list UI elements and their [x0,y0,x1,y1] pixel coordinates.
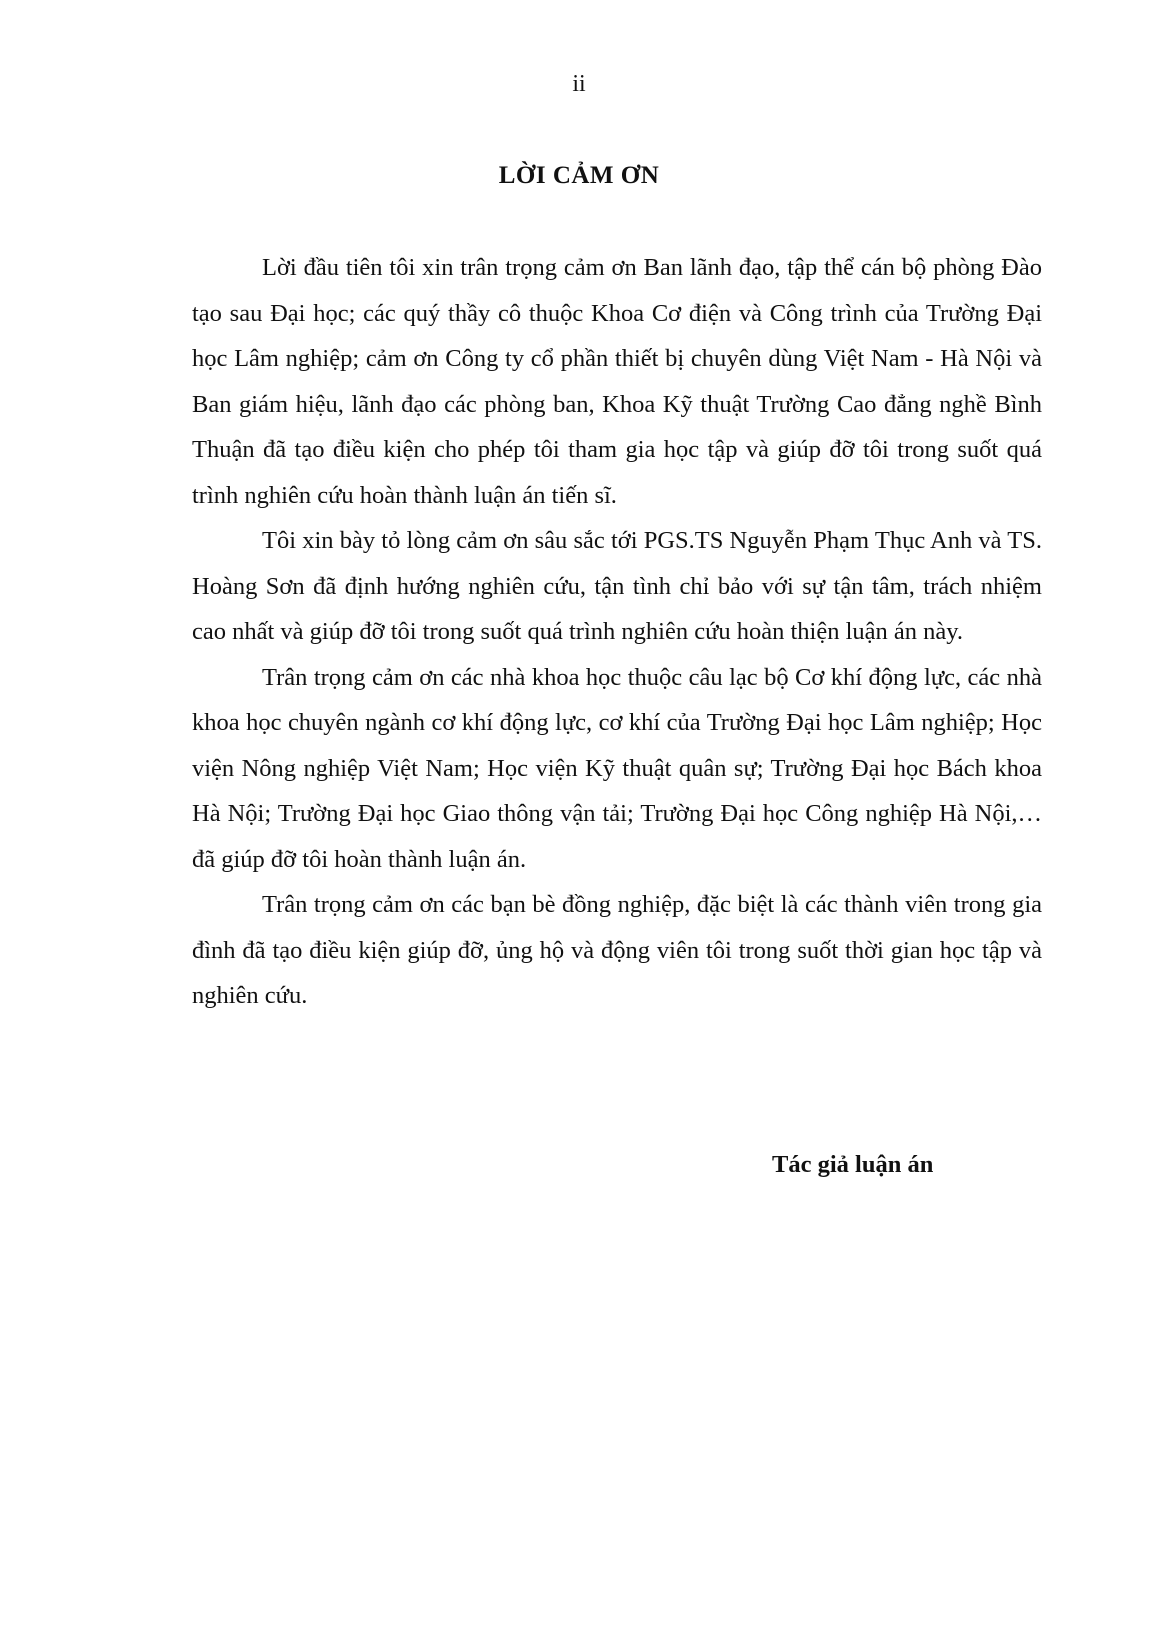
page-title: LỜI CẢM ƠN [498,162,660,189]
paragraph: Tôi xin bày tỏ lòng cảm ơn sâu sắc tới PGS.TS Nguyễn Phạm Thục Anh và TS. Hoàng Sơn đã định hướng nghiên cứu, tận tình chỉ bảo với sự tận tâm, trách nhiệm cao nhất và giúp đỡ tôi trong suốt quá trình nghiên cứu hoàn thiện luận án này. [192,527,1042,645]
author-signature: Tác giả luận án [772,1151,934,1178]
paragraph: Lời đầu tiên tôi xin trân trọng cảm ơn Ban lãnh đạo, tập thể cán bộ phòng Đào tạo sau Đại học; các quý thầy cô thuộc Khoa Cơ điện và Công trình của Trường Đại học Lâm nghiệp; cảm ơn Công ty cổ phần thiết bị chuyên dùng Việt Nam - Hà Nội và Ban giám hiệu, lãnh đạo các phòng ban, Khoa Kỹ thuật Trường Cao đẳng nghề Bình Thuận đã tạo điều kiện cho phép tôi tham gia học tập và giúp đỡ tôi trong suốt quá trình nghiên cứu hoàn thành luận án tiến sĩ. [192,254,1042,509]
paragraph: Trân trọng cảm ơn các nhà khoa học thuộc câu lạc bộ Cơ khí động lực, các nhà khoa học chuyên ngành cơ khí động lực, cơ khí của Trường Đại học Lâm nghiệp; Học viện Nông nghiệp Việt Nam; Học viện Kỹ thuật quân sự; Trường Đại học Bách khoa Hà Nội; Trường Đại học Giao thông vận tải; Trường Đại học Công nghiệp Hà Nội,… đã giúp đỡ tôi hoàn thành luận án. [192,663,1042,873]
page-number: ii [572,71,586,97]
acknowledgement-body [192,245,1042,1019]
paragraph: Trân trọng cảm ơn các bạn bè đồng nghiệp, đặc biệt là các thành viên trong gia đình đã tạo điều kiện giúp đỡ, ủng hộ và động viên tôi trong suốt thời gian học tập và nghiên cứu. [192,891,1042,1009]
